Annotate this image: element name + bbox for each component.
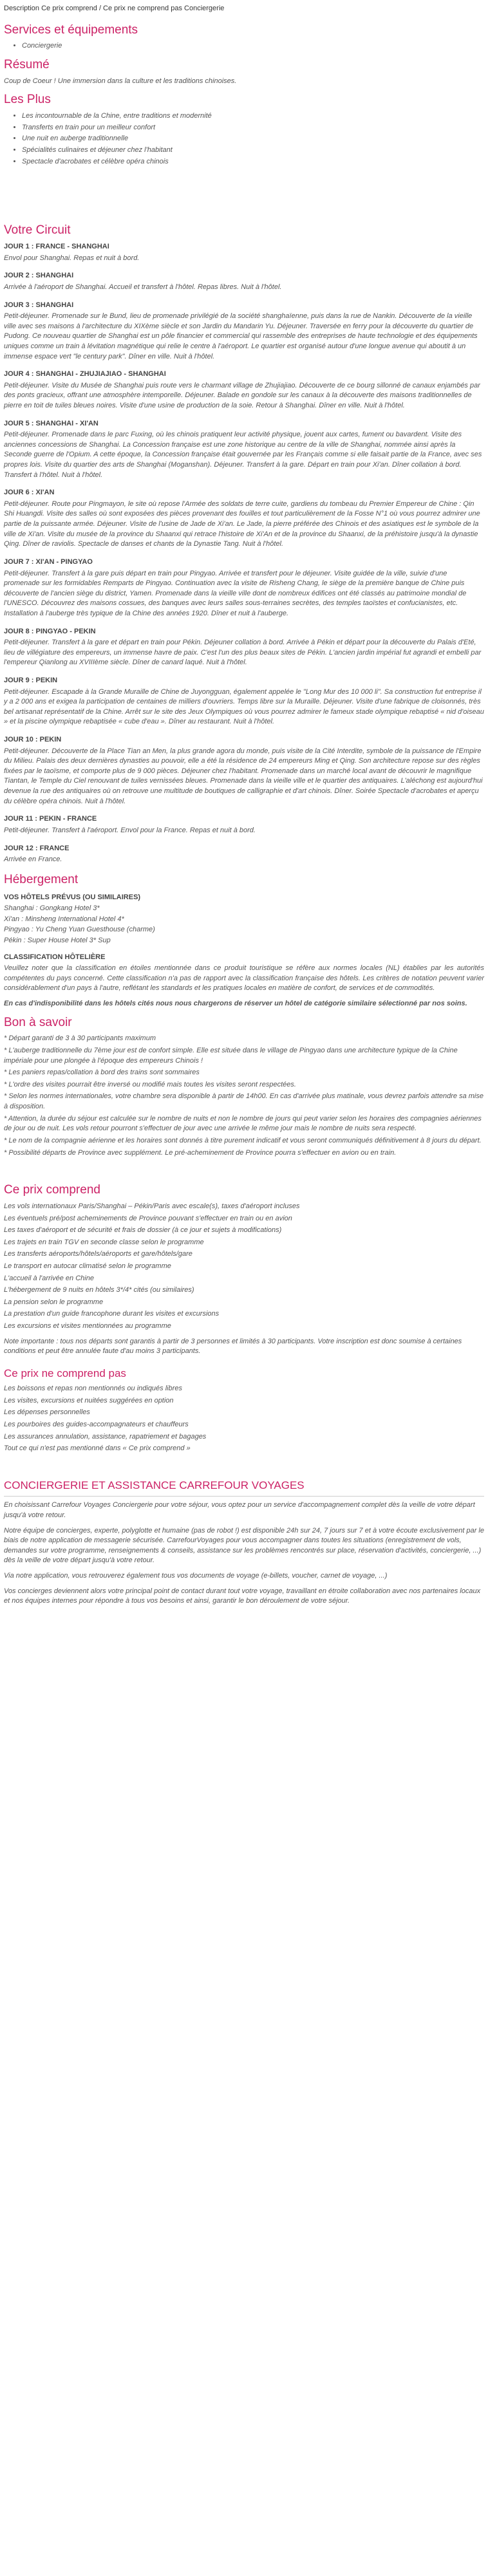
plus-item: • Les incontournable de la Chine, entre traditions et modernité [22, 111, 484, 122]
day-block [4, 369, 484, 411]
day-title: JOUR 5 : SHANGHAI - XI'AN [4, 419, 99, 427]
day-title: JOUR 12 : FRANCE [4, 844, 70, 852]
day-body: Petit-déjeuner. Transfert à la gare et départ en train pour Pékin. Déjeuner collation à bord. Arrivée à Pékin et départ pour la découverte du Palais d'Eté, lieu de villégiature des empereurs, un immense havre de paix. C'est l'un des plus beaux sites de Pékin. L'ancien jardin impérial fut agrandi et embelli par l'empereur Qianlong au XVIIIème siècle. Dîner de canard laqué. Nuit à l'hôtel. [4, 639, 482, 667]
hotel-item: Shanghai : Gongkang Hotel 3* [4, 904, 100, 913]
day-body: Arrivée à l'aéroport de Shanghai. Accueil et transfert à l'hôtel. Repas libres. Nuit à l'hôtel. [4, 283, 282, 291]
ne-comprend-list [4, 1384, 484, 1454]
hotels-list [4, 904, 484, 946]
included-item: La prestation d'un guide francophone durant les visites et excursions [4, 1310, 220, 1318]
excluded-item: Les assurances annulation, assistance, rapatriement et bagages [4, 1432, 207, 1441]
excluded-item: Les pourboires des guides-accompagnateurs et chauffeurs [4, 1421, 189, 1429]
included-item: L'hébergement de 9 nuits en hôtels 3*/4* cités (ou similaires) [4, 1286, 194, 1294]
info-item: * Attention, la durée du séjour est calculée sur le nombre de nuits et non le nombre de jours qui peut varier selon les horaires des compagnies aériennes de jour ou de nuit. Les vols retour pourront s'effectuer de jour avec une arrivée le même jour mais le nombre de nuits sera respecté. [4, 1114, 482, 1133]
excluded-item: Les visites, excursions et nuitées suggérées en option [4, 1396, 174, 1405]
day-block [4, 735, 484, 807]
excluded-item: Tout ce qui n'est pas mentionné dans « Ce prix comprend » [4, 1444, 191, 1453]
comprend-list [4, 1202, 484, 1332]
service-item: • Conciergerie [22, 41, 484, 51]
day-block [4, 627, 484, 668]
info-item: * Possibilité départs de Province avec supplément. Le pré-acheminement de Province pourra s'effectuer en avion ou en train. [4, 1148, 397, 1157]
day-body: Petit-déjeuner. Découverte de la Place Tian an Men, la plus grande agora du monde, puis visite de la Cité Interdite, symbole de la puissance de l'Empire du Milieu. Palais des deux dernières dynasties au pouvoir, elle a été la résidence de 24 empereurs Ming et Qing. Son architecture repose sur des règles fixées par le taoïsme, et comporte plus de 9 000 pièces. Déjeuner chez l'habitant. Promenade dans un marché local avant de découvrir le magnifique Tiantan, le Temple du Ciel renouvant de tuiles vernissées bleues. Promenade dans la vieille ville et le quartier des antiquaires. L'aléchong est aujourd'hui devenue la rue des antiquaires où on retrouve une multitude de boutiques de calligraphie et d'art chinois. Dîner. Soirée Spectacle d'acrobates et aperçu du célèbre opéra chinois. Nuit à l'hôtel. [4, 747, 483, 805]
day-title: JOUR 3 : SHANGHAI [4, 301, 74, 309]
info-item: * Départ garanti de 3 à 30 participants maximum [4, 1034, 156, 1043]
day-title: JOUR 11 : PEKIN - FRANCE [4, 815, 97, 823]
services-title: Services et équipements [4, 23, 138, 37]
hotel-item: Xi'an : Minsheng International Hotel 4* [4, 915, 124, 923]
hotel-item: Pékin : Super House Hotel 3* Sup [4, 936, 111, 944]
day-block [4, 419, 484, 481]
day-body: Envol pour Shanghai. Repas et nuit à bord. [4, 254, 140, 262]
day-title: JOUR 7 : XI'AN - PINGYAO [4, 557, 93, 566]
plus-list [4, 111, 484, 167]
plus-item: • Une nuit en auberge traditionnelle [22, 134, 484, 144]
day-block [4, 301, 484, 362]
day-block [4, 488, 484, 550]
day-block [4, 557, 484, 619]
conciergerie-paragraph: En choisissant Carrefour Voyages Conciergerie pour votre séjour, vous optez pour un service d'accompagnement complet dès la veille de votre départ jusqu'à votre retour. [4, 1501, 475, 1519]
day-title: JOUR 1 : FRANCE - SHANGHAI [4, 243, 109, 251]
info-item: * L'ordre des visites pourrait être inversé ou modifié mais toutes les visites seront respectées. [4, 1080, 296, 1088]
included-item: Les excursions et visites mentionnées au programme [4, 1322, 171, 1330]
included-item: L'accueil à l'arrivée en Chine [4, 1274, 94, 1282]
info-item: * Le nom de la compagnie aérienne et les horaires sont donnés à titre purement indicatif et vous seront communiqués définitivement à 8 jours du départ. [4, 1136, 482, 1144]
description-line: Description Ce prix comprend / Ce prix ne comprend pas Conciergerie [4, 5, 225, 12]
excluded-item: Les boissons et repas non mentionnés ou indiqués libres [4, 1385, 183, 1393]
info-item: * L'auberge traditionnelle du 7ème jour est de confort simple. Elle est située dans le village de Pingyao dans une architecture typique de la Chine impériale pour une plongée à l'époque des empereurs Chinois ! [4, 1047, 458, 1065]
resume-text: Coup de Coeur ! Une immersion dans la culture et les traditions chinoises. [4, 77, 237, 85]
day-block [4, 271, 484, 292]
info-item: * Selon les normes internationales, votre chambre sera disponible à partir de 14h00. En cas d'arrivée plus matinale, vous devrez parfois attendre sa mise à disposition. [4, 1092, 483, 1111]
day-body: Petit-déjeuner. Promenade dans le parc Fuxing, où les chinois pratiquent leur activité physique, jouent aux cartes, fument ou bavardent. Visite des anciennes concessions de Shanghai. La Concession française est une zone historique au centre de la ville de Shanghai, nommée ainsi après la Seconde guerre de l'Opium. A cette époque, la Concession française était gouvernée par les Français comme si elle faisait partie de la France, avec ses propres lois. Visite du quartier des arts de Shanghai (Moganshan). Déjeuner. Transfert à la gare. Départ en train pour Xi'an. Dîner collation à bord. Transfert à l'hôtel. Nuit à l'hôtel. [4, 431, 482, 479]
day-title: JOUR 4 : SHANGHAI - ZHUJIAJIAO - SHANGHAI [4, 370, 166, 378]
day-body: Petit-déjeuner. Promenade sur le Bund, lieu de promenade privilégié de la société shanghaïenne, puis dans la rue de Nankin. Découverte de la vieille ville avec ses maisons à l'architecture du XIXème siècle et son Jardin du Mandarin Yu. Déjeuner. Traversée en ferry pour la découverte du quartier de Pudong. Ce nouveau quartier de Shanghai est un pôle financier et commercial qui rassemble des entreprises de haute technologie et des équipements uniques comme un train à lévitation magnétique qui relie le centre à l'aéroport. Le quartier est organisé autour d'une longue avenue qui aboutit à un immense espace vert "le century park". Dîner en ville. Nuit à l'hôtel. [4, 312, 478, 360]
day-title: JOUR 9 : PEKIN [4, 677, 58, 684]
circuit-days [4, 242, 484, 865]
resume-title: Résumé [4, 58, 50, 72]
day-block [4, 844, 484, 865]
day-title: JOUR 2 : SHANGHAI [4, 272, 74, 280]
plus-item: • Transferts en train pour un meilleur confort [22, 123, 484, 133]
included-item: Les transferts aéroports/hôtels/aéroports et gare/hôtels/gare [4, 1250, 192, 1258]
conciergerie-paragraph: Vos concierges deviennent alors votre principal point de contact durant tout votre voyage, travaillant en étroite collaboration avec nos partenaires locaux et nos équipes internes pour répondre à tous vos besoins et ainsi, garantir le bon déroulement de votre séjour. [4, 1587, 481, 1605]
day-body: Petit-déjeuner. Visite du Musée de Shanghai puis route vers le charmant village de Zhujiajiao. Découverte de ce bourg sillonné de canaux enjambés par des ponts gracieux, offrant une atmosphère intemporelle. Déjeuner. Balade en gondole sur les canaux à la découverte des maisons traditionnelles de pierre en toit de tuiles bleues noires. Visite d'une usine de production de la soie. Retour à Shanghai. Dîner en ville. Nuit à l'hôtel. [4, 381, 480, 409]
excluded-item: Les dépenses personnelles [4, 1408, 90, 1417]
day-title: JOUR 10 : PEKIN [4, 736, 62, 744]
indispo-text: En cas d'indisponibilité dans les hôtels cités nous nous chargerons de réserver un hôtel de catégorie similaire sélectionné par nos soins. [4, 1000, 467, 1008]
included-item: Les vols internationaux Paris/Shanghai – Pékin/Paris avec escale(s), taxes d'aéroport incluses [4, 1202, 300, 1210]
comprend-note: Note importante : tous nos départs sont garantis à partir de 3 personnes et limités à 30 participants. Votre inscription est donc soumise à certaines conditions et peut être annulée faute d'au moins 3 participants. [4, 1337, 462, 1356]
bon-a-savoir-list [4, 1034, 484, 1158]
hebergement-title: Hébergement [4, 872, 79, 886]
day-body: Petit-déjeuner. Transfert à la gare puis départ en train pour Pingyao. Arrivée et transfert pour le déjeuner. Visite guidée de la ville, suivie d'une promenade sur les formidables Remparts de Pingyao. Continuation avec la visite de Risheng Chang, le siège de la première banque de Chine puis découverte de l'ancien siège du district, Yamen. Promenade dans la vieille ville dont de nombreux édifices ont été classés au patrimoine mondial de l'UNESCO. Découvrez des maisons cossues, des banques avec leurs salles sous-terraines secrètes, des temples taoïstes et confucianistes, etc. Installation à l'auberge très typique de la Chine des années 1920. Dîner et nuit à l'auberge. [4, 569, 467, 617]
day-body: Petit-déjeuner. Route pour Pingmayon, le site où repose l'Armée des soldats de terre cuite, gardiens du tombeau du Premier Empereur de Chine : Qin Shi Huangdi. Visite des salles où sont exposées des pièces provenant des fouilles et tout particulièrement de la Fosse N°1 où vous pourrez admirer une partie de la puissante armée. Déjeuner. Visite de l'usine de Jade de Xi'an. Le Jade, la pierre préférée des Chinois et des asiatiques est le symbole de la ville de Xi'an. Visite du musée de la province du Shaanxi qui retrace l'histoire de Xi'An et de la province du Shaanxi, de la préhistoire jusqu'à la dynastie Qing. Dîner de raviolis. Spectacle de danses et chants de la Dynastie Tang. Nuit à l'hôtel. [4, 499, 480, 548]
included-item: Les éventuels pré/post acheminements de Province pouvant s'effectuer en train ou en avion [4, 1214, 292, 1222]
plus-item: • Spectacle d'acrobates et célèbre opéra chinois [22, 157, 484, 167]
day-body: Petit-déjeuner. Transfert à l'aéroport. Envol pour la France. Repas et nuit à bord. [4, 826, 256, 834]
comprend-title: Ce prix comprend [4, 1183, 100, 1197]
day-title: JOUR 6 : XI'AN [4, 489, 55, 497]
bon-a-savoir-title: Bon à savoir [4, 1015, 72, 1029]
conciergerie-title: CONCIERGERIE ET ASSISTANCE CARREFOUR VOYAGES [4, 1479, 305, 1491]
included-item: La pension selon le programme [4, 1298, 104, 1306]
plus-title: Les Plus [4, 93, 51, 107]
services-list [4, 41, 484, 51]
hotels-heading: VOS HÔTELS PRÉVUS (OU SIMILAIRES) [4, 893, 141, 901]
conciergerie-text [4, 1500, 484, 1606]
day-block [4, 242, 484, 263]
conciergerie-paragraph: Notre équipe de concierges, experte, polyglotte et humaine (pas de robot !) est disponible 24h sur 24, 7 jours sur 7 et à votre écoute exclusivement par le biais de notre application de messagerie sécurisée. CarrefourVoyages pour vous accompagner dans toutes les situations (enregistrement de vols, demandes sur votre programme, renseignements & conseils, assistance sur les problèmes rencontrés sur place, réservation d'activités, conciergerie, ...) dès la veille de votre départ jusqu'à votre retour. [4, 1526, 484, 1565]
day-block [4, 676, 484, 727]
day-title: JOUR 8 : PINGYAO - PEKIN [4, 627, 96, 635]
hotel-item: Pingyao : Yu Cheng Yuan Guesthouse (charme) [4, 926, 155, 934]
included-item: Les taxes d'aéroport et de sécurité et frais de dossier (à ce jour et sujets à modifications) [4, 1226, 282, 1235]
day-body: Arrivée en France. [4, 855, 62, 864]
info-item: * Les paniers repas/collation à bord des trains sont sommaires [4, 1069, 200, 1077]
classification-text: Veuillez noter que la classification en étoiles mentionnée dans ce produit touristique se réfère aux normes locales (NL) établies par les autorités compétentes du pays concerné. Cette classification n'a pas de rapport avec la classification française des hôtels. Les critères de notation peuvent varier considérablement d'un pays à l'autre, reflétant les standards et les pratiques locales en matière de confort, de services et de commodités. [4, 964, 484, 993]
circuit-title: Votre Circuit [4, 223, 71, 238]
included-item: Les trajets en train TGV en seconde classe selon le programme [4, 1238, 204, 1246]
conciergerie-paragraph: Via notre application, vous retrouverez également tous vos documents de voyage (e-billets, voucher, carnet de voyage, ...) [4, 1571, 388, 1580]
day-body: Petit-déjeuner. Escapade à la Grande Muraille de Chine de Juyongguan, également appelée le "Long Mur des 10 000 li". Sa construction fut entreprise il y a 2 000 ans et exigea la participation de centaines de milliers d'ouvriers. Temps libre sur la Muraille. Déjeuner. Visite d'une fabrique de cloisonnés, très bel artisanat représentatif de la Chine. Arrêt sur le site des Jeux Olympiques où vous pourrez admirer le fameux stade olympique rebaptisé « nid d'oiseau » et la piscine olympique rebaptisée « cube d'eau ». Dîner au restaurant. Nuit à l'hôtel. [4, 687, 484, 726]
day-block [4, 814, 484, 835]
divider [4, 1496, 484, 1497]
classification-heading: CLASSIFICATION HÔTELIÈRE [4, 953, 106, 961]
plus-item: • Spécialités culinaires et déjeuner chez l'habitant [22, 145, 484, 156]
included-item: Le transport en autocar climatisé selon le programme [4, 1262, 171, 1270]
ne-comprend-title: Ce prix ne comprend pas [4, 1367, 126, 1379]
